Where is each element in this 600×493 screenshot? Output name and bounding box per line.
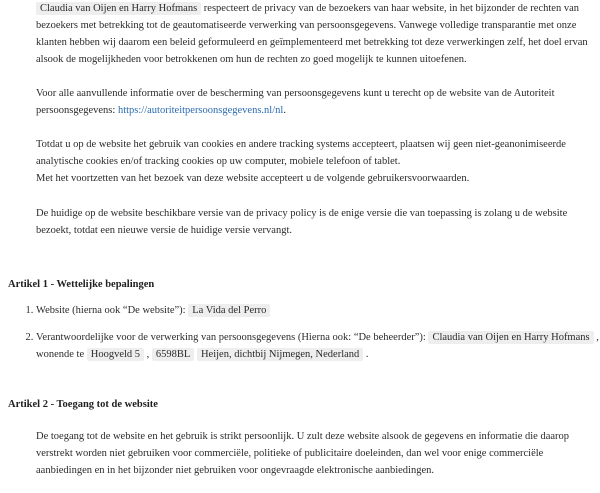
postcode-field: 6598BL (152, 348, 194, 361)
authority-link[interactable]: https://autoriteitpersoonsgegevens.nl/nl (117, 105, 284, 116)
period: . (365, 349, 369, 360)
version-paragraph (36, 205, 592, 239)
article-1-heading: Artikel 1 - Wettelijke bepalingen (8, 279, 155, 290)
comma: , (596, 332, 599, 343)
authority-text: Voor alle aanvullende informatie over de bescherming van persoonsgegevens kunt u terecht op de website van de Autoriteit persoonsgegevens: (36, 88, 555, 116)
controller-name-field: Claudia van Oijen en Harry Hofmans (428, 331, 593, 344)
authority-paragraph (36, 85, 592, 119)
street-field: Hoogveld 5 (87, 348, 144, 361)
list-item-controller (36, 329, 600, 363)
cookies-text: Totdat u op de website het gebruik van cookies en andere tracking systems accepteert, plaatsen wij geen niet-geanonimiseerde analytische cookies en/of tracking cookies op uw computer, mobiele telefoon of tablet. (36, 139, 566, 167)
intro-text: respecteert de privacy van de bezoekers van haar website, in het bijzonder de rechten van bezoekers met betrekking tot de geautomatiseerde verwerking van persoonsgegevens. Vanwege volledige transparantie met onze klanten hebben wij daarom een beleid geformuleerd en geïmplementeerd met betrekking tot deze verwerkingen zelf, het doel ervan alsook de mogelijkheden voor betrokkenen om hun de rechten zo goed mogelijk te kunnen uitoefenen. (36, 3, 588, 65)
website-name-field: La Vida del Perro (188, 304, 270, 317)
article-2-heading: Artikel 2 - Toegang tot de website (8, 399, 158, 410)
period: . (283, 105, 286, 116)
article-2-text: De toegang tot de website en het gebruik is strikt persoonlijk. U zult deze website alsook de gegevens en informatie die daarop verstrekt worden niet gebruiken voor commerciële, politieke of publicitaire doeleinden, dan wel voor enige commerciële aanbiedingen en in het bijzonder niet gebruiken voor ongevraagde elektronische aanbiedingen. (36, 431, 570, 476)
website-label: Website (hierna ook “De website”): (36, 305, 186, 316)
version-text: De huidige op de website beschikbare versie van de privacy policy is de enige versie die van toepassing is zolang u de website bezoekt, totdat een nieuwe versie de huidige versie vervangt. (36, 208, 568, 236)
controller-label: Verantwoordelijke voor de verwerking van persoonsgegevens (Hierna ook: “De beheerder”): (36, 332, 426, 343)
owner-name-field: Claudia van Oijen en Harry Hofmans (36, 2, 201, 15)
list-item-website (36, 302, 600, 319)
intro-paragraph (36, 0, 592, 68)
article-2-paragraph (36, 428, 592, 479)
address-label: wonende te (36, 349, 85, 360)
article-1-list (8, 302, 600, 363)
cookies-paragraph (36, 136, 592, 187)
separator: , (146, 349, 150, 360)
city-field: Heijen, dichtbij Nijmegen, Nederland (197, 348, 363, 361)
terms-acceptance-text: Met het voortzetten van het bezoek van deze website accepteert u de volgende gebruikersvoorwaarden. (36, 173, 470, 184)
